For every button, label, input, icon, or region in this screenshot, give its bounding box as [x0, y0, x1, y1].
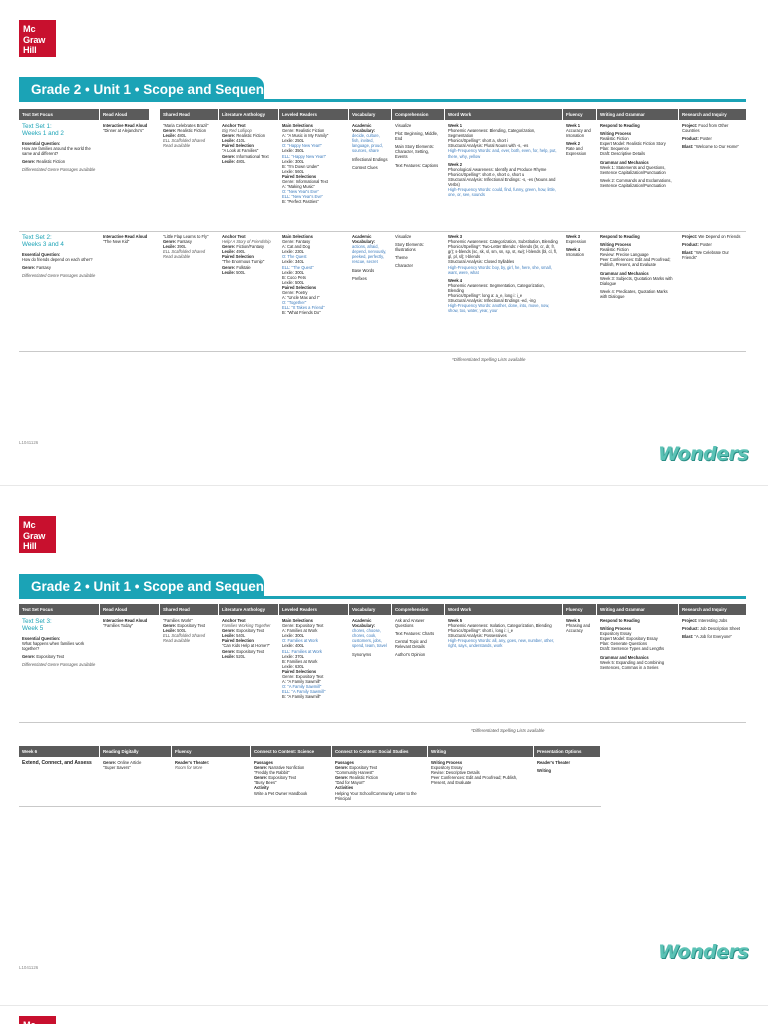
- row-divider: [19, 722, 746, 723]
- header-shared-read: Shared Read: [160, 604, 218, 615]
- header-fluency: Fluency: [563, 109, 596, 120]
- mcgraw-hill-logo-partial: Mc: [19, 1016, 56, 1024]
- header-leveled-readers: Leveled Readers: [279, 109, 348, 120]
- page-title: Grade 2 • Unit 1 • Scope and Sequence: [31, 579, 280, 594]
- writing-grammar-cell: Respond to Reading Writing Process Realistic Fiction Review: Precise Language Peer Conferences: Edit and Proofread; Publish, Present, and Evaluate Grammar and Mechanics Week 3: Subjects, Quotation Marks with Dialogue Week 4: Predicates, Quotation Marks with Dialogue: [600, 234, 673, 299]
- read-aloud-cell: Interactive Read Aloud "The New Kid": [103, 234, 148, 245]
- shared-read-cell: "Maria Celebrates Brazil" Genre: Realistic Fiction Lexile: 480L ELL Scaffolded Shared Read available: [163, 123, 209, 149]
- title-banner: [19, 574, 746, 599]
- row-divider: [19, 806, 601, 807]
- science-cell: Passages Genre: Narrative Nonfiction "Freddy the Rabbit" Genre: Expository Text "Busy Bees" Activity Write a Pet Owner Handbook: [254, 760, 308, 796]
- research-cell: Project: We Depend on Friends Product: Poster Blast: "We Celebrate Our Friends": [682, 234, 741, 261]
- header-text-set-focus: Text Set Focus: [19, 604, 99, 615]
- comprehension-cell: Visualize Plot: Beginning, Middle, End Main Story Elements: Character, Setting, Events Text Features: Captions: [395, 123, 439, 168]
- header-comprehension: Comprehension: [392, 604, 444, 615]
- header-writing-grammar: Writing and Grammar: [597, 604, 678, 615]
- word-work-cell: Week 1 Phonemic Awareness: Blending, Categorization, Segmentation Phonics/Spelling*: short a, short i Structural Analysis: Plural Nouns with -s, -es High-Frequency Words: and, ever, both, even, for, help, put, there, why, yellow Week 2 Phonological Awareness: Identify and Produce Rhyme Phonics/Spelling*: short e, short o, short u Structural Analysis: Inflectional Endings: -s, -es (Nouns and Verbs) High-Frequency Words: could, find, funny, green, how, little, one, or, see, sounds: [448, 123, 557, 198]
- anthology-cell: Anchor Text Big Red Lollipop Genre: Realistic Fiction Lexile: 410L Paired Selection "A Look at Families" Genre: Informational Text Lexile: 480L: [222, 123, 269, 164]
- fluency-cell: Week 5 Phrasing and Accuracy: [566, 618, 591, 634]
- leveled-readers-cell: Main Selections Genre: Fantasy A: Cat and Dog Lexile: 230L O: The Quest Lexile: 340L ELL: "The Quest" Lexile: 300L B: Coco Pets Lexile: 500L Paired Selections Genre: Poetry A: "Uncle Max and I" O: "Together" ELL: "It Takes a Friend" B: "What Friends Do": [282, 234, 325, 316]
- header-comprehension: Comprehension: [392, 109, 444, 120]
- document-code: L1041126: [19, 965, 39, 970]
- week-6-focus: Extend, Connect, and Assess: [22, 760, 92, 766]
- header-literature-anthology: Literature Anthology: [219, 109, 278, 120]
- vocabulary-cell: Academic Vocabulary: actions, afraid, depend, nervously, peeked, perfectly, rescue, secret Base Words Prefixes: [352, 234, 387, 281]
- word-work-cell: Week 5 Phonemic Awareness: Isolation, Categorization, Blending Phonics/Spelling*: short i, long i: i_e Structural Analysis: Possessives High-Frequency Words: all, any, goes, new, number, other, right, says, understands, work: [448, 618, 555, 649]
- research-cell: Project: Food from Other Countries Product: Poster Blast: "Welcome to Our Home": [682, 123, 739, 150]
- document-code: L1041126: [19, 440, 39, 445]
- reading-digitally-cell: Genre: Online Article "Super Savers": [103, 760, 142, 771]
- presentation-cell: Reader's Theater Writing: [537, 760, 571, 774]
- page-1: [19, 77, 746, 362]
- header-week-6: Week 6: [19, 746, 99, 757]
- read-aloud-cell: Interactive Read Aloud "Dinner at Alejandro's": [103, 123, 148, 134]
- mcgraw-hill-logo: Mc Graw Hill: [19, 516, 56, 553]
- comprehension-cell: Ask and Answer Questions Text Features: Charts Central Topic and Relevant Details Author's Opinion: [395, 618, 435, 658]
- page-divider: [0, 1005, 768, 1006]
- header-science: Connect to Content: Science: [251, 746, 331, 757]
- header-presentation-options: Presentation Options: [534, 746, 600, 757]
- header-literature-anthology: Literature Anthology: [219, 604, 278, 615]
- writing-grammar-cell: Respond to Reading Writing Process Realistic Fiction Expert Model: Realistic Fiction Story Plan: Sequence Draft: Descriptive Details Grammar and Mechanics Week 1: Statements and Questions, Sentence Capitalization/Punctuation Week 2: Commands and Exclamations, Sentence Capitalization/Punctuation: [600, 123, 672, 188]
- title-banner: [19, 77, 746, 102]
- text-set-1-focus: Text Set 1: Weeks 1 and 2 Essential Question: How are families around the world the same and different? Genre: Realistic Fiction Differentiated Genre Passages available: [22, 123, 96, 173]
- spelling-note: *Differentiated Spelling Lists available: [452, 357, 526, 362]
- header-shared-read: Shared Read: [160, 109, 218, 120]
- anthology-cell: Anchor Text Help! A Story of Friendship Genre: Fiction/Fantasy Lexile: 490L Paired Selection "The Enormous Turnip" Genre: Folktale Lexile: 500L: [222, 234, 271, 275]
- row-divider: [19, 351, 746, 352]
- wonders-logo: Wonders: [658, 941, 749, 963]
- header-fluency: Fluency: [172, 746, 250, 757]
- fluency-cell: Week 3 Expression Week 4 Intonation: [566, 234, 587, 258]
- vocabulary-cell: Academic Vocabulary: chores, choose, chores, cook, customers, jobs, spend, team, travel Synonyms: [352, 618, 387, 657]
- leveled-readers-cell: Main Selections Genre: Realistic Fiction A: "A Music in My Family" Lexile: 250L O: "Happy New Year!" Lexile: 350L ELL: "Happy New Year!" Lexile: 300L B: "I'm Down Under" Lexile: 560L Paired Selections Genre: Informational Text A: "Making Music" O: "New Year's Eve" ELL: "New Year's Eve" B: "Perfect Pastries": [282, 123, 329, 205]
- fluency-cell: Reader's Theater: Room for More: [175, 760, 210, 771]
- shared-read-cell: "Little Flap Learns to Fly" Genre: Fantasy Lexile: 390L ELL Scaffolded Shared Read available: [163, 234, 209, 260]
- header-research-inquiry: Research and Inquiry: [679, 604, 746, 615]
- fluency-cell: Week 1 Accuracy and Intonation Week 2 Rate and Expression: [566, 123, 591, 157]
- writing-cell: Writing Process Expository Essay Revise: Descriptive Details Peer Conferences: Edit and Proofread; Publish, Present, and Evaluate: [431, 760, 518, 786]
- social-studies-cell: Passages Genre: Expository Text "Community Harvest" Genre: Realistic Fiction "Dad for Mayor!" Activities Helping Your School/Community Letter to the Principal: [335, 760, 417, 801]
- header-read-aloud: Read Aloud: [100, 604, 159, 615]
- vocabulary-cell: Academic Vocabulary: decide, culture, fish, invited, language, proud, sources, share Inflectional Endings Context Clues: [352, 123, 388, 170]
- wonders-logo: Wonders: [658, 443, 749, 465]
- header-reading-digitally: Reading Digitally: [100, 746, 171, 757]
- anthology-cell: Anchor Text Families Working Together Genre: Expository Text Lexile: 540L Paired Selection "Can Kids Help at Home?" Genre: Expository Text Lexile: 520L: [222, 618, 271, 659]
- header-fluency: Fluency: [563, 604, 596, 615]
- writing-grammar-cell: Respond to Reading Writing Process Expository Essay Expert Model: Expository Essay Plan: Generate Questions Draft: Sentence Types and Lengths Grammar and Mechanics Week 5: Expanding and Combining Sentences, Commas in a Series: [600, 618, 665, 670]
- header-word-work: Word Work: [445, 604, 562, 615]
- text-set-3-focus: Text Set 3: Week 5 Essential Question: What happens when families work together? Genre: Expository Text Differentiated Genre Passages available: [22, 618, 96, 668]
- comprehension-cell: Visualize Story Elements: Illustrations Theme Character: [395, 234, 424, 269]
- leveled-readers-cell: Main Selections Genre: Expository Text A: Families at Work Lexile: 300L O: Families at Work Lexile: 400L ELL: Families at Work Lexile: 370L B: Families at Work Lexile: 630L Paired Selections Genre: Expository Text A: "A Family Sawmill" O: "A Family Sawmill" ELL: "A Family Sawmill" B: "A Family Sawmill": [282, 618, 326, 700]
- header-vocabulary: Vocabulary: [349, 109, 391, 120]
- word-work-cell: Week 3 Phonemic Awareness: Categorization, Substitution, Blending Phonics/Spelling*: Two-Letter Blends: r-blends (br, cr, dr, fr, gr); s-blends (sc, sk, sl, sm, sn, sp, st, sw); l-blends (bl, cl, fl, gl, pl, sl); t-blends Structural Analysis: Closed Syllables High-Frequency Words: boy, by, girl, he, here, she, small, want, were, what Week 4 Phonemic Awareness: Segmentation, Categorization, Blending Phonics/Spelling*: long a: a_e, long i: i_e Structural Analysis: Inflectional Endings -ed, -ing High-Frequency Words: another, done, into, move, now, show, too, water, year, your: [448, 234, 558, 314]
- read-aloud-cell: Interactive Read Aloud "Families Today": [103, 618, 148, 629]
- header-writing-grammar: Writing and Grammar: [597, 109, 678, 120]
- page-2: [19, 574, 746, 814]
- mcgraw-hill-logo: Mc Graw Hill: [19, 20, 56, 57]
- text-set-2-focus: Text Set 2: Weeks 3 and 4 Essential Question: How do friends depend on each other? Genre: Fantasy Differentiated Genre Passages available: [22, 234, 96, 279]
- page-title: Grade 2 • Unit 1 • Scope and Sequence: [31, 82, 280, 97]
- header-text-set-focus: Text Set Focus: [19, 109, 99, 120]
- header-writing: Writing: [428, 746, 533, 757]
- header-research-inquiry: Research and Inquiry: [679, 109, 746, 120]
- page-divider: [0, 485, 768, 486]
- shared-read-cell: "Families Work!" Genre: Expository Text Lexile: 500L ELL Scaffolded Shared Read available: [163, 618, 206, 644]
- header-social-studies: Connect to Content: Social Studies: [332, 746, 427, 757]
- research-cell: Project: Interesting Jobs Product: Job Description Sheet Blast: "A Job for Everyone": [682, 618, 741, 640]
- header-vocabulary: Vocabulary: [349, 604, 391, 615]
- header-read-aloud: Read Aloud: [100, 109, 149, 120]
- spelling-note: *Differentiated Spelling Lists available: [471, 728, 545, 733]
- header-leveled-readers: Leveled Readers: [279, 604, 348, 615]
- header-word-work: Word Work: [445, 109, 562, 120]
